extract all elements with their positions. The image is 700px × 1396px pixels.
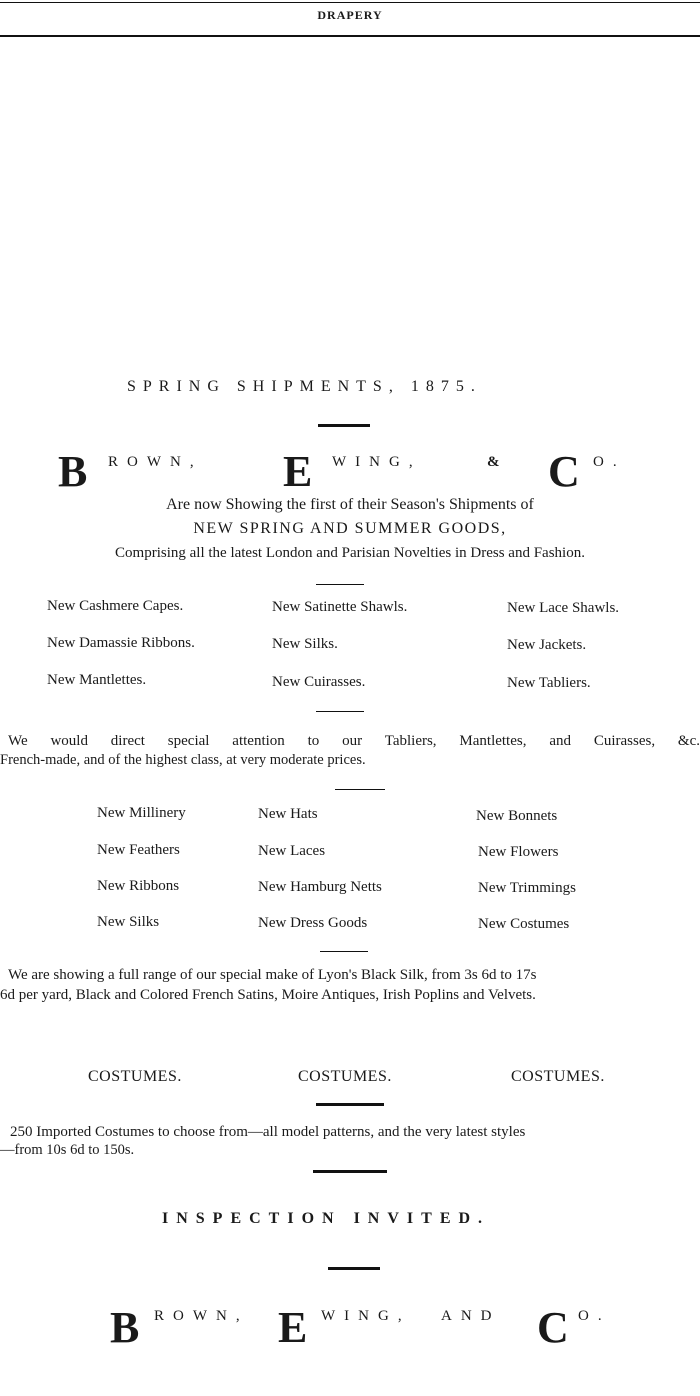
brown-initial: B xyxy=(58,447,88,496)
section-header: DRAPERY xyxy=(317,8,383,22)
list-item: New Bonnets xyxy=(476,808,558,824)
divider xyxy=(328,1267,380,1270)
brown-rest: ROWN, xyxy=(154,1308,249,1324)
list-item: New Laces xyxy=(258,843,326,859)
list-item: New Costumes xyxy=(478,916,570,932)
co-rest: O. xyxy=(578,1308,611,1324)
co-initial: C xyxy=(548,447,580,496)
list-item: New Silks. xyxy=(272,636,338,652)
divider xyxy=(318,424,370,427)
firm-name-bottom xyxy=(0,1302,700,1358)
firm-name-top xyxy=(0,446,700,502)
ewing-rest: WING, xyxy=(332,454,422,470)
brown-rest: ROWN, xyxy=(108,454,203,470)
divider xyxy=(335,789,385,790)
inspection-invited: INSPECTION INVITED. xyxy=(162,1210,491,1227)
divider xyxy=(316,1103,384,1106)
list-item: New Tabliers. xyxy=(507,675,591,691)
costumes-heading-2: COSTUMES. xyxy=(298,1068,392,1085)
co-rest: O. xyxy=(593,454,626,470)
attention-line-1: We would direct special attention to our Tabliers, Mantlettes, and Cuirasses, &c. xyxy=(8,733,700,749)
costumes-line-1: 250 Imported Costumes to choose from—all model patterns, and the very latest styles xyxy=(10,1124,526,1140)
intro-line-3: Comprising all the latest London and Parisian Novelties in Dress and Fashion. xyxy=(115,545,585,561)
costumes-heading-1: COSTUMES. xyxy=(88,1068,182,1085)
and-word: AND xyxy=(441,1308,501,1324)
list-item: New Satinette Shawls. xyxy=(272,599,408,615)
top-rule xyxy=(0,2,700,3)
costumes-line-2: —from 10s 6d to 150s. xyxy=(0,1142,135,1158)
co-initial: C xyxy=(537,1303,569,1352)
list-item: New Feathers xyxy=(97,842,180,858)
list-item: New Hats xyxy=(258,806,318,822)
ewing-initial: E xyxy=(283,447,313,496)
list-item: New Lace Shawls. xyxy=(507,600,620,616)
list-item: New Damassie Ribbons. xyxy=(47,635,195,651)
intro-line-1: Are now Showing the first of their Season's Shipments of xyxy=(166,496,534,513)
brown-initial: B xyxy=(110,1303,140,1352)
costumes-heading-3: COSTUMES. xyxy=(511,1068,605,1085)
list-item: New Flowers xyxy=(478,844,559,860)
list-item: New Mantlettes. xyxy=(47,672,147,688)
list-item: New Cuirasses. xyxy=(272,674,366,690)
list-item: New Cashmere Capes. xyxy=(47,598,184,614)
ewing-rest: WING, xyxy=(321,1308,411,1324)
list-item: New Trimmings xyxy=(478,880,576,896)
header-rule xyxy=(0,35,700,37)
list-item: New Silks xyxy=(97,914,160,930)
headline: SPRING SHIPMENTS, 1875. xyxy=(127,378,482,395)
list-item: New Millinery xyxy=(97,805,186,821)
list-item: New Hamburg Netts xyxy=(258,879,382,895)
list-item: New Jackets. xyxy=(507,637,587,653)
divider xyxy=(313,1170,387,1173)
divider xyxy=(316,584,364,585)
attention-line-2: French-made, and of the highest class, at very moderate prices. xyxy=(0,752,366,768)
ampersand: & xyxy=(487,454,509,470)
silk-line-1: We are showing a full range of our special make of Lyon's Black Silk, from 3s 6d to 17s xyxy=(8,967,537,983)
divider xyxy=(316,711,364,712)
list-item: New Ribbons xyxy=(97,878,180,894)
silk-line-2: 6d per yard, Black and Colored French Satins, Moire Antiques, Irish Poplins and Velvets. xyxy=(0,987,536,1003)
ewing-initial: E xyxy=(278,1303,308,1352)
intro-line-2: NEW SPRING AND SUMMER GOODS, xyxy=(193,520,507,537)
list-item: New Dress Goods xyxy=(258,915,368,931)
divider xyxy=(320,951,368,952)
